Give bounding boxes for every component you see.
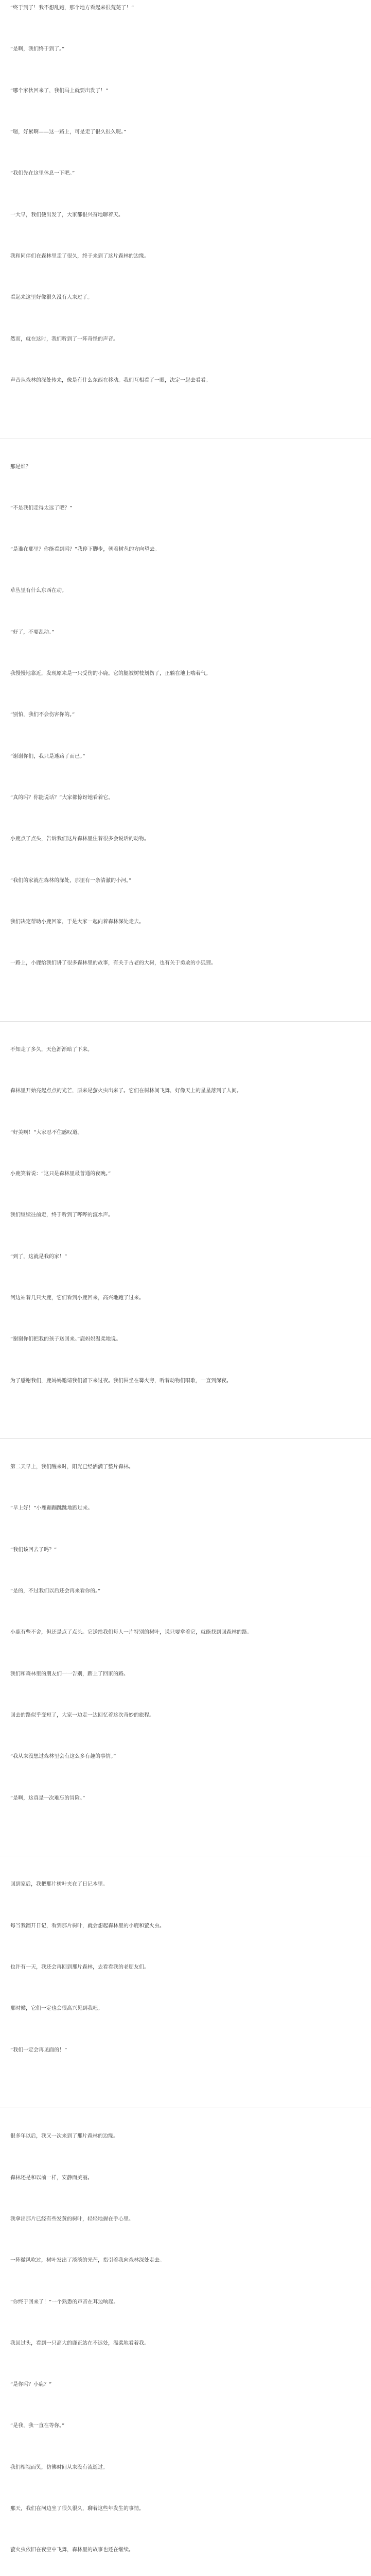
paragraph: 看起来这里好像很久没有人来过了。 [10,295,93,301]
paragraph: “好了，不要乱动。” [10,629,55,635]
section-divider [0,1438,371,1439]
paragraph: “我们该回去了吗？” [10,1547,57,1553]
paragraph: “终于到了！我不想乱跑，那个地方看起来很荒芜了！” [10,5,134,11]
paragraph: 一阵微风吹过，树叶发出了淡淡的光芒，指引着我向森林深处走去。 [10,2258,165,2264]
paragraph: 一路上，小鹿给我们讲了很多森林里的故事，有关于古老的大树，也有关于勇敢的小狐狸。 [10,960,216,967]
paragraph: 然而，就在这时，我们听到了一阵奇怪的声音。 [10,336,118,342]
paragraph: 回到家后，我把那片树叶夹在了日记本里。 [10,1882,108,1888]
paragraph: 那天，我们在河边坐了很久很久，聊着这些年发生的事情。 [10,2506,144,2512]
paragraph: 小鹿笑着说：“这只是森林里最普通的夜晚。” [10,1171,111,1177]
paragraph: 我们相视而笑，仿佛时间从来没有流逝过。 [10,2464,108,2470]
paragraph: “是的，不过我们以后还会再来看你的。” [10,1588,101,1595]
paragraph: “是我，我一直在等你。” [10,2423,65,2429]
paragraph: “我从来没想过森林里会有这么多有趣的事情。” [10,1754,116,1760]
paragraph: “我们的家就在森林的深处，那里有一条清澈的小河。” [10,877,132,884]
paragraph: 草丛里有什么东西在动。 [10,588,67,594]
paragraph: 我们继续往前走，终于听到了哗哗的流水声。 [10,1212,113,1218]
paragraph: 每当我翻开日记，看到那片树叶，就会想起森林里的小鹿和萤火虫。 [10,1923,165,1929]
paragraph: 小鹿点了点头，告诉我们这片森林里住着很多会说话的动物。 [10,836,149,842]
paragraph: 为了感谢我们，鹿妈妈邀请我们留下来过夜。我们围坐在篝火旁，听着动物们唱歌，一直到深夜。 [10,1378,232,1384]
section-divider [0,1021,371,1022]
paragraph: “谢谢你们，我只是迷路了而已。” [10,753,85,759]
paragraph: 很多年以后，我又一次来到了那片森林的边缘。 [10,2133,118,2140]
paragraph: 我回过头，看到一只高大的鹿正站在不远处，温柔地看着我。 [10,2340,149,2346]
paragraph: “是啊，我们终于到了。” [10,46,65,53]
paragraph: 我和同伴们在森林里走了很久，终于来到了这片森林的边缘。 [10,253,149,259]
paragraph: “是你吗？小鹿？” [10,2382,52,2388]
paragraph: 森林还是和以前一样，安静而美丽。 [10,2175,93,2181]
paragraph: 那是谁？ [10,464,31,470]
paragraph: “到了，这就是我的家！” [10,1253,67,1260]
paragraph: 也许有一天，我还会再回到那片森林，去看看我的老朋友们。 [10,1964,149,1970]
paragraph: “我们先在这里休息一下吧。” [10,171,75,177]
paragraph: 不知走了多久，天色渐渐暗了下来。 [10,1046,93,1053]
paragraph: 河边站着几只大鹿，它们看到小鹿回来，高兴地跑了过来。 [10,1295,144,1301]
paragraph: 第二天早上，我们醒来时，阳光已经洒满了整片森林。 [10,1464,134,1470]
paragraph: 我慢慢地靠近，发现原来是一只受伤的小鹿。它的腿被树枝划伤了，正躺在地上喘着气。 [10,671,211,677]
paragraph: “你终于回来了！”一个熟悉的声音在耳边响起。 [10,2299,119,2305]
paragraph: “别怕，我们不会伤害你的。” [10,712,75,718]
paragraph: 声音从森林的深处传来，像是有什么东西在移动。我们互相看了一眼，决定一起去看看。 [10,377,211,383]
paragraph: “是谁在那里？你能看到吗？”我停下脚步，朝着树丛的方向望去。 [10,547,160,553]
paragraph: “好美啊！”大家忍不住感叹道。 [10,1129,83,1136]
paragraph: 我们和森林里的朋友们一一告别，踏上了回家的路。 [10,1671,129,1677]
paragraph: “嗯，好累啊——这一路上，可是走了很久很久呢。” [10,129,127,135]
paragraph: “我们一定会再见面的！” [10,2047,67,2053]
paragraph: 回去的路似乎变短了，大家一边走一边回忆着这次奇妙的旅程。 [10,1713,154,1719]
paragraph: “谢谢你们把我的孩子送回来。”鹿妈妈温柔地说。 [10,1336,121,1343]
paragraph: “真的吗？你能说话？”大家都惊讶地看着它。 [10,795,114,801]
paragraph: “哪个家伙回来了，我们马上就要出发了！” [10,88,109,94]
paragraph: 我们决定帮助小鹿回家，于是大家一起向着森林深处走去。 [10,919,144,925]
paragraph: 萤火虫依旧在夜空中飞舞，森林里的故事也还在继续。 [10,2547,134,2553]
paragraph: 我拿出那片已经有些发黄的树叶，轻轻地握在手心里。 [10,2216,134,2222]
paragraph: 那时候，它们一定也会很高兴见到我吧。 [10,2006,103,2012]
paragraph: “早上好！”小鹿蹦蹦跳跳地跑过来。 [10,1505,93,1512]
paragraph: 小鹿有些不舍，但还是点了点头。它送给我们每人一片特别的树叶，说只要拿着它，就能找到回森林的路。 [10,1630,252,1636]
paragraph: 森林里开始亮起点点的光芒，原来是萤火虫出来了。它们在树林间飞舞，好像天上的星星落到了人间。 [10,1088,242,1094]
paragraph: “不是我们走得太远了吧？” [10,505,73,511]
paragraph: “是啊，这真是一次难忘的冒险。” [10,1795,85,1801]
paragraph: 一大早，我们便出发了，大家都很兴奋地聊着天。 [10,212,123,218]
